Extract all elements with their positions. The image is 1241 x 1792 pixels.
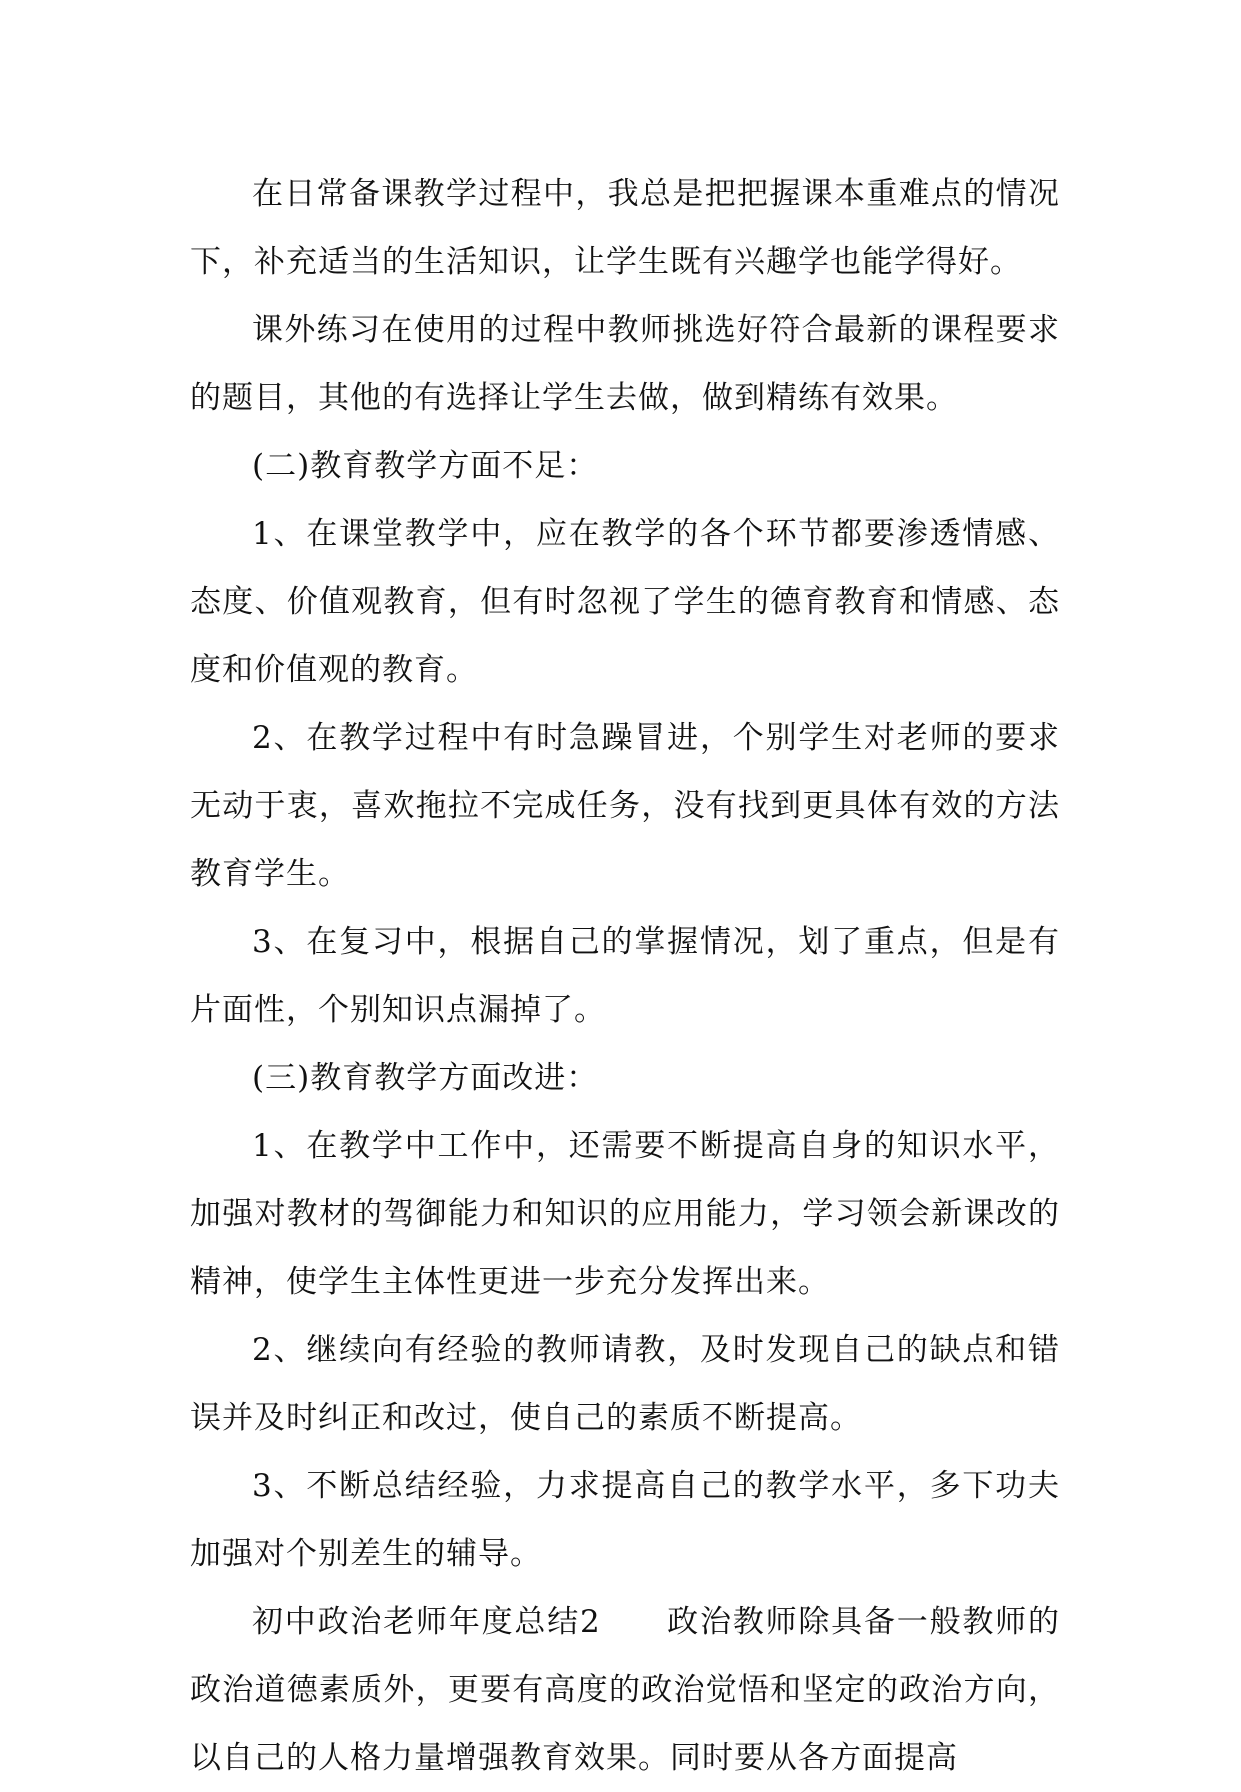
paragraph-exercises: 课外练习在使用的过程中教师挑选好符合最新的课程要求的题目，其他的有选择让学生去做，做到精练有效果。 [190,312,1060,416]
paragraph-shortcoming-1: 1、在课堂教学中，应在教学的各个环节都要渗透情感、态度、价值观教育，但有时忽视了学生的德育教育和情感、态度和价值观的教育。 [190,516,1060,688]
document-body [190,160,1060,1792]
paragraph-lesson-prep: 在日常备课教学过程中，我总是把把握课本重难点的情况下，补充适当的生活知识，让学生既有兴趣学也能学得好。 [190,176,1060,280]
paragraph-summary-2: 初中政治老师年度总结2 政治教师除具备一般教师的政治道德素质外，更要有高度的政治觉悟和坚定的政治方向，以自己的人格力量增强教育效果。同时要从各方面提高 [190,1604,1060,1776]
paragraph-improvement-3: 3、不断总结经验，力求提高自己的教学水平，多下功夫加强对个别差生的辅导。 [190,1468,1060,1572]
paragraph-shortcoming-2: 2、在教学过程中有时急躁冒进，个别学生对老师的要求无动于衷，喜欢拖拉不完成任务，没有找到更具体有效的方法教育学生。 [190,720,1060,892]
paragraph-improvement-1: 1、在教学中工作中，还需要不断提高自身的知识水平，加强对教材的驾御能力和知识的应用能力，学习领会新课改的精神，使学生主体性更进一步充分发挥出来。 [190,1128,1060,1300]
paragraph-shortcoming-3: 3、在复习中，根据自己的掌握情况，划了重点，但是有片面性，个别知识点漏掉了。 [190,924,1060,1028]
section-heading-shortcomings: (二)教育教学方面不足： [252,448,599,484]
paragraph-improvement-2: 2、继续向有经验的教师请教，及时发现自己的缺点和错误并及时纠正和改过，使自己的素质不断提高。 [190,1332,1060,1436]
section-heading-improvements: (三)教育教学方面改进： [252,1060,599,1096]
